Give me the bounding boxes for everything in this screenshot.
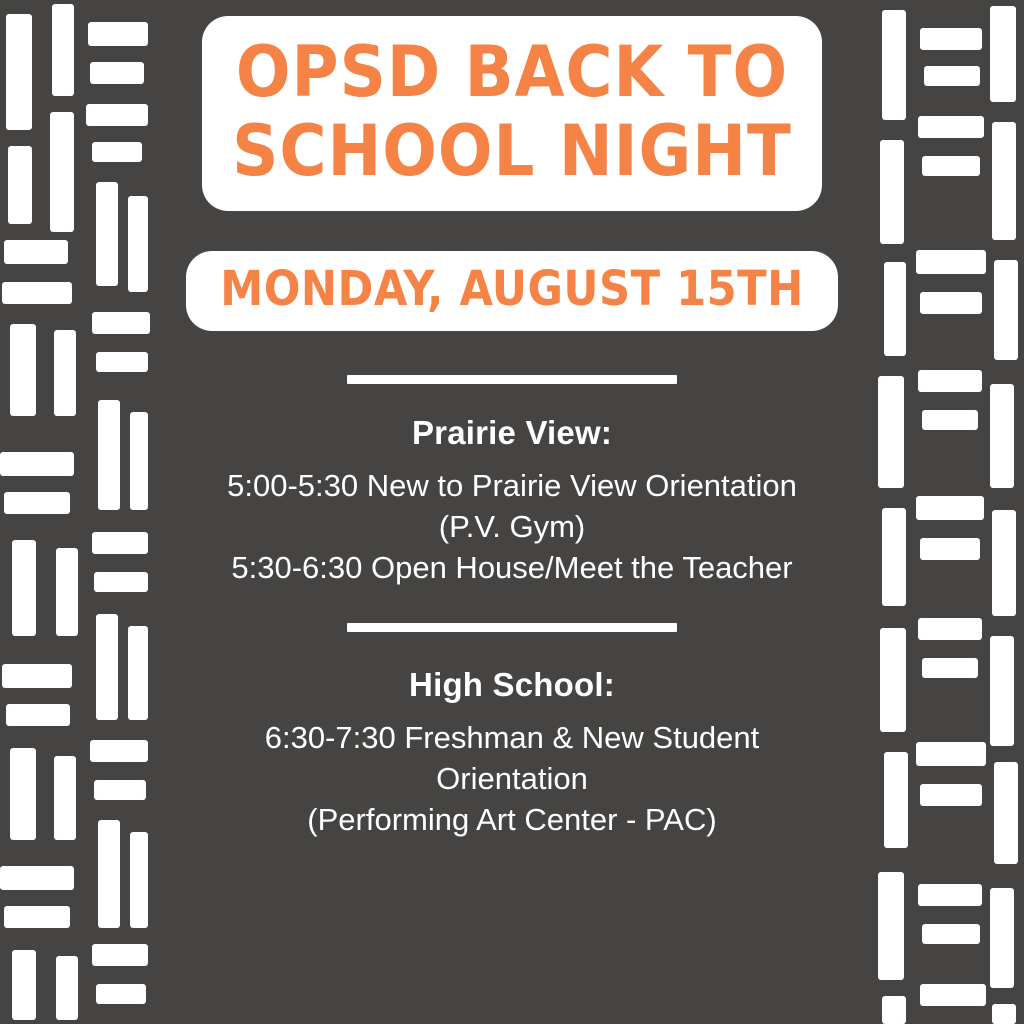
date-plate bbox=[186, 251, 838, 331]
section-line: (P.V. Gym) bbox=[438, 509, 586, 545]
section-line: 5:30-6:30 Open House/Meet the Teacher bbox=[231, 550, 793, 585]
divider-middle bbox=[347, 623, 677, 632]
left-brush-border bbox=[0, 0, 152, 1024]
section-line: 6:30-7:30 Freshman & New Student bbox=[264, 719, 760, 755]
section-prairie-view bbox=[152, 414, 872, 589]
section-line: 5:00-5:30 New to Prairie View Orientation bbox=[227, 468, 797, 504]
section-line: Orientation bbox=[436, 760, 588, 796]
divider-top bbox=[347, 375, 677, 384]
section-heading: Prairie View: bbox=[411, 414, 613, 452]
section-line: (Performing Art Center - PAC) bbox=[307, 801, 717, 837]
title-line-2: SCHOOL NIGHT bbox=[232, 109, 792, 192]
section-high-school bbox=[152, 666, 872, 841]
right-brush-border bbox=[872, 0, 1024, 1024]
title-plate bbox=[202, 16, 822, 211]
section-heading: High School: bbox=[409, 665, 615, 703]
poster-content bbox=[152, 0, 872, 1024]
event-date: MONDAY, AUGUST 15TH bbox=[220, 261, 804, 318]
title-line-1: OPSD BACK TO bbox=[235, 31, 789, 113]
